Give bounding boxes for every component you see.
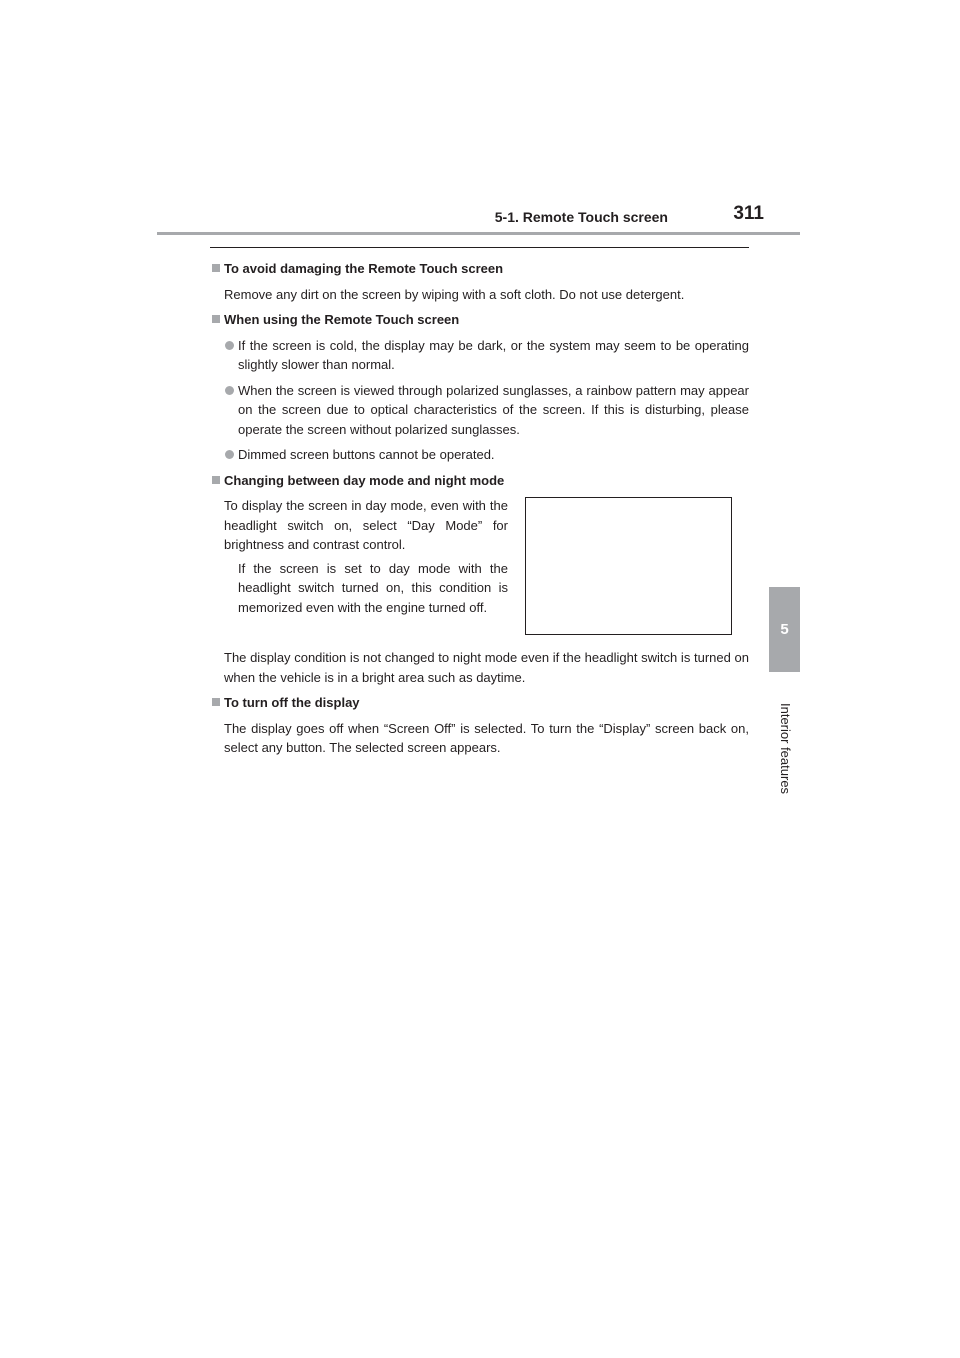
note-day-mode: If the screen is set to day mode with the headlight switch turned on, this condition is memorized even with the engine turned off. <box>238 560 508 615</box>
heading-when-using <box>210 310 749 330</box>
bullet-text: If the screen is cold, the display may be dark, or the system may seem to be operating slightly slower than normal. <box>238 337 749 372</box>
paragraph-night-mode: The display condition is not changed to night mode even if the headlight switch is turned on when the vehicle is in a bright area such as daytime. <box>224 650 749 685</box>
day-night-block <box>210 496 749 642</box>
header-rule <box>157 232 800 235</box>
bullet-item <box>210 381 749 440</box>
square-bullet-icon <box>212 264 220 272</box>
square-bullet-icon <box>212 315 220 323</box>
heading-avoid-damage <box>210 259 749 279</box>
bullet-text: Dimmed screen buttons cannot be operated. <box>238 447 495 462</box>
square-bullet-icon <box>212 476 220 484</box>
heading-text: To turn off the display <box>224 695 360 710</box>
screen-illustration-figure <box>525 497 732 635</box>
section-header-title: 5-1. Remote Touch screen <box>494 209 668 225</box>
paragraph-turn-off: The display goes off when “Screen Off” is selected. To turn the “Display” screen back on, select any button. The selected screen appears. <box>224 720 749 755</box>
heading-text: To avoid damaging the Remote Touch screen <box>224 261 504 276</box>
heading-turn-off <box>210 693 749 713</box>
content-top-rule <box>210 247 749 248</box>
chapter-tab: 5 <box>769 587 800 672</box>
bullet-item <box>210 445 749 465</box>
round-bullet-icon <box>225 386 234 395</box>
paragraph-day-mode: To display the screen in day mode, even with the headlight switch on, select “Day Mode” for brightness and contrast control. <box>224 498 508 552</box>
content-body <box>210 259 749 764</box>
round-bullet-icon <box>225 450 234 459</box>
round-bullet-icon <box>225 341 234 350</box>
bullet-item <box>210 336 749 375</box>
heading-text: Changing between day mode and night mode <box>224 472 505 488</box>
heading-text: When using the Remote Touch screen <box>224 312 460 327</box>
heading-day-night <box>210 471 749 491</box>
paragraph-avoid-damage: Remove any dirt on the screen by wiping with a soft cloth. Do not use detergent. <box>224 286 685 302</box>
chapter-label: Interior features <box>778 703 793 795</box>
day-night-text <box>224 496 508 617</box>
page-number: 311 <box>733 203 764 224</box>
square-bullet-icon <box>212 698 220 706</box>
bullet-text: When the screen is viewed through polarized sunglasses, a rainbow pattern may appear on the screen due to optical characteristics of the screen. If this is disturbing, please operate the screen without polarized sunglasses. <box>238 382 749 437</box>
